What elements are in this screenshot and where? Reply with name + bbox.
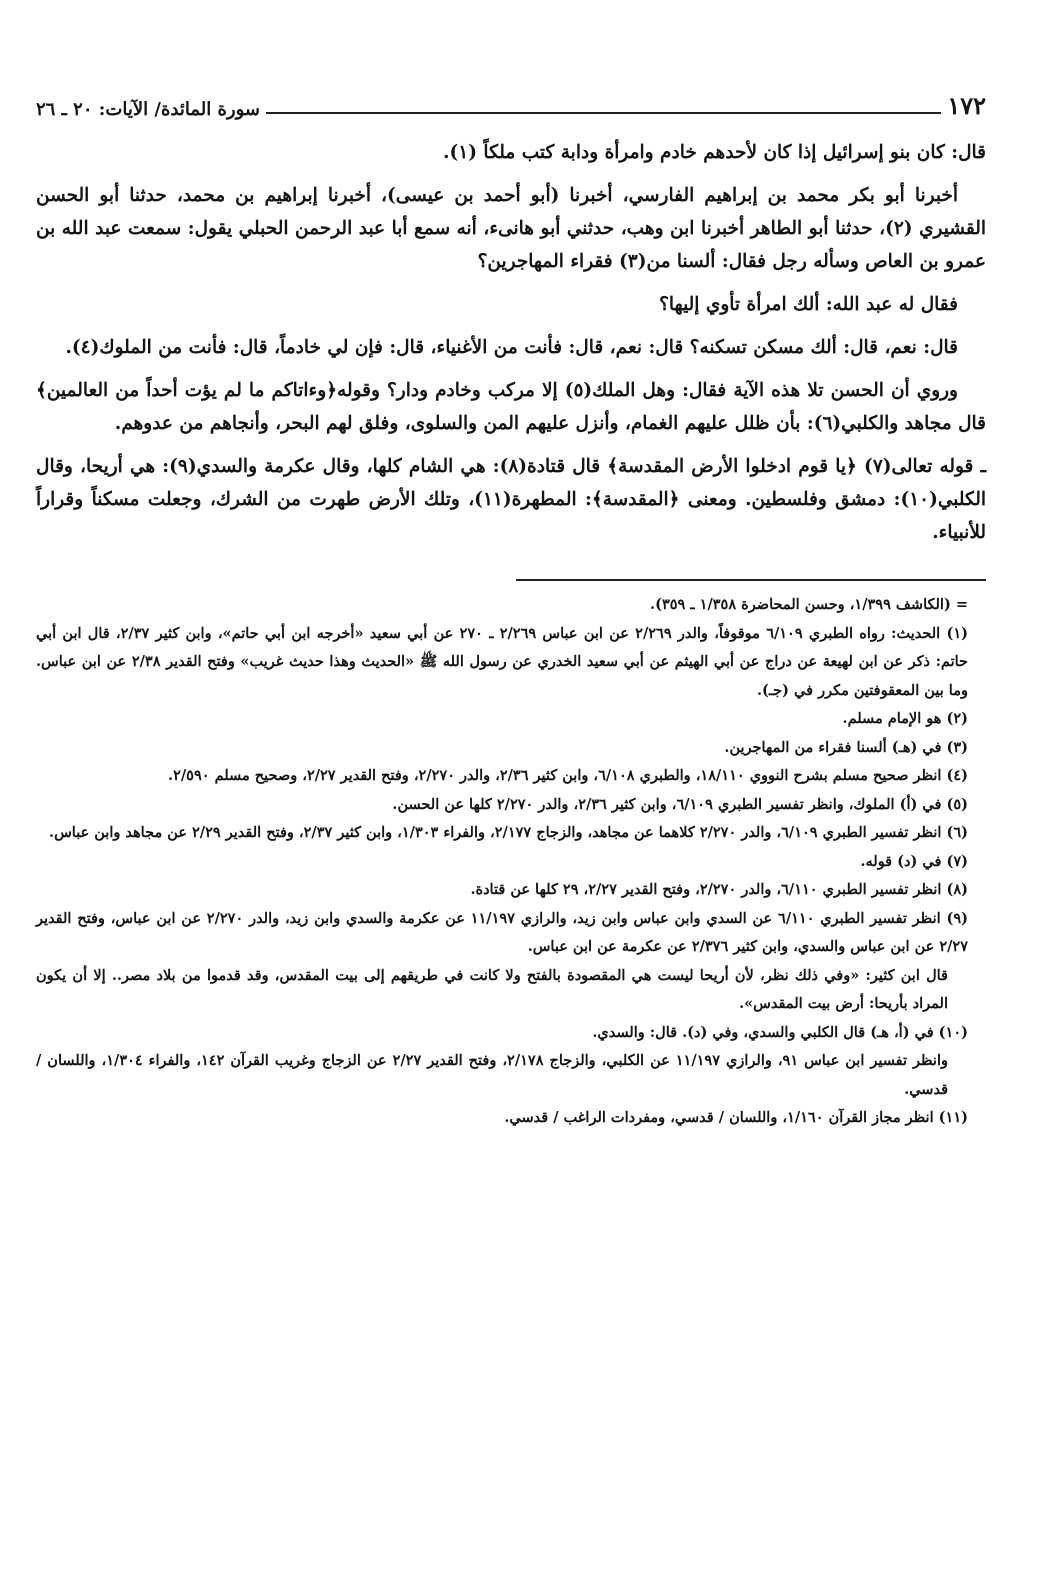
footnote-separator: [516, 579, 986, 581]
paragraph: وروي أن الحسن تلا هذه الآية فقال: وهل الملك(٥) إلا مركب وخادم ودار؟ وقوله﴿وءاتاكم ما لم يؤت أحداً من العالمين﴾ قال مجاهد والكلبي(٦): بأن ظلل عليهم الغمام، وأنزل عليهم المن والسلوى، وفلق لهم البحر، وأنجاهم من عدوهم.: [36, 380, 986, 434]
footnote-continuation: وانظر تفسير ابن عباس ٩١، والرازي ١١/١٩٧ عن الكلبي، والزجاج ٢/١٧٨، وفتح القدير ٢/٢٧ عن الزجاج وغريب القرآن ١٤٢، والفراء ١/٣٠٤، واللسان / قدسي.: [36, 1052, 948, 1098]
paragraph: فقال له عبد الله: ألك امرأة تأوي إليها؟: [659, 294, 958, 315]
header-rule: [266, 112, 941, 114]
footnotes: [36, 591, 986, 1133]
footnote: (٨) انظر تفسير الطبري ٦/١١٠، والدر ٢/٢٧٠، وفتح القدير ٢/٢٧، ٢٩ كلها عن قتادة.: [470, 881, 968, 898]
footnote: (٤) انظر صحيح مسلم بشرح النووي ١٨/١١٠، والطبري ٦/١٠٨، وابن كثير ٢/٣٦، والدر ٢/٢٧٠، وفتح القدير ٢/٢٧، وصحيح مسلم ٢/٥٩٠.: [168, 767, 968, 784]
paragraph: قال: نعم، قال: ألك مسكن تسكنه؟ قال: نعم، قال: فأنت من الأغنياء، قال: فإن لي خادماً، قال: فأنت من الملوك(٤).: [65, 337, 958, 358]
footnote: (١١) انظر مجاز القرآن ١/١٦٠، واللسان / قدسي، ومفردات الراغب / قدسي.: [504, 1109, 968, 1126]
page-number: ١٧٢: [947, 91, 986, 120]
footnote: (١) الحديث: رواه الطبري ٦/١٠٩ موقوفاً، والدر ٢/٢٦٩ عن ابن عباس ٢/٢٦٩ ـ ٢٧٠ عن أبي سعيد «أخرجه ابن أبي حاتم»، وابن كثير ٢/٣٧، قال ابن أبي حاتم: ذكر عن ابن لهيعة عن دراج عن أبي الهيثم عن أبي سعيد الخدري عن رسول الله ﷺ «الحديث وهذا حديث غريب» وفتح القدير ٢/٣٨ عن ابن عباس. وما بين المعقوفتين مكرر في (جـ).: [36, 624, 968, 699]
footnote-continuation: قال ابن كثير: «وفي ذلك نظر، لأن أريحا ليست هي المقصودة بالفتح ولا كانت في طريقهم إلى بيت المقدس، وقد قدموا من بلاد مصر.. إلا أن يكون المراد بأريحا: أرض بيت المقدس».: [36, 966, 948, 1012]
footnote: (٧) في (د) قوله.: [860, 852, 968, 870]
running-title: سورة المائدة/ الآيات: ٢٠ ـ ٢٦: [36, 99, 260, 120]
paragraph: أخبرنا أبو بكر محمد بن إبراهيم الفارسي، أخبرنا (أبو أحمد بن عيسى)، أخبرنا إبراهيم بن محمد، حدثنا أبو الحسن القشيري (٢)، حدثنا أبو الطاهر أخبرنا ابن وهب، حدثني أبو هانىء، أنه سمع أبا عبد الرحمن الحبلي يقول: سمعت عبد الله بن عمرو بن العاص وسأله رجل فقال: ألسنا من(٣) فقراء المهاجرين؟: [36, 185, 986, 272]
footnote: = (الكاشف ١/٣٩٩، وحسن المحاضرة ١/٣٥٨ ـ ٣٥٩).: [650, 596, 968, 613]
paragraph: قال: كان بنو إسرائيل إذا كان لأحدهم خادم وامرأة ودابة كتب ملكاً (١).: [443, 142, 986, 163]
footnote: (٩) انظر تفسير الطبري ٦/١١٠ عن السدي وابن عباس وابن زيد، والرازي ١١/١٩٧ عن عكرمة والسدي وابن زيد، والدر ٢/٢٧٠ عن ابن عباس، وفتح القدير ٢/٢٧ عن ابن عباس والسدي، وابن كثير ٢/٣٧٦ عن عكرمة عن ابن عباس.: [36, 909, 968, 955]
footnote: (٥) في (أ) الملوك، وانظر تفسير الطبري ٦/١٠٩، وابن كثير ٢/٣٦، والدر ٢/٢٧٠ كلها عن الحسن.: [392, 795, 968, 813]
footnote: (٦) انظر تفسير الطبري ٦/١٠٩، والدر ٢/٢٧٠ كلاهما عن مجاهد، والزجاج ٢/١٧٧، والفراء ١/٣٠٣، وابن كثير ٢/٣٧، وفتح القدير ٢/٢٩ عن مجاهد وابن عباس.: [49, 824, 968, 841]
footnote: (٢) هو الإمام مسلم.: [842, 710, 968, 727]
page-header: [36, 84, 986, 120]
main-text: [36, 136, 986, 549]
paragraph: ـ قوله تعالى(٧) ﴿يا قوم ادخلوا الأرض المقدسة﴾ قال قتادة(٨): هي الشام كلها، وقال عكرمة والسدي(٩): هي أريحا، وقال الكلبي(١٠): دمشق وفلسطين. ومعنى ﴿المقدسة﴾: المطهرة(١١)، وتلك الأرض طهرت من الشرك، وجعلت مسكناً وقراراً للأنبياء.: [36, 456, 986, 543]
footnote: (١٠) في (أ، هـ) قال الكلبي والسدي، وفي (د). قال: والسدي.: [592, 1023, 968, 1041]
footnote: (٣) في (هـ) ألسنا فقراء من المهاجرين.: [724, 738, 968, 756]
book-page: [36, 84, 986, 1133]
